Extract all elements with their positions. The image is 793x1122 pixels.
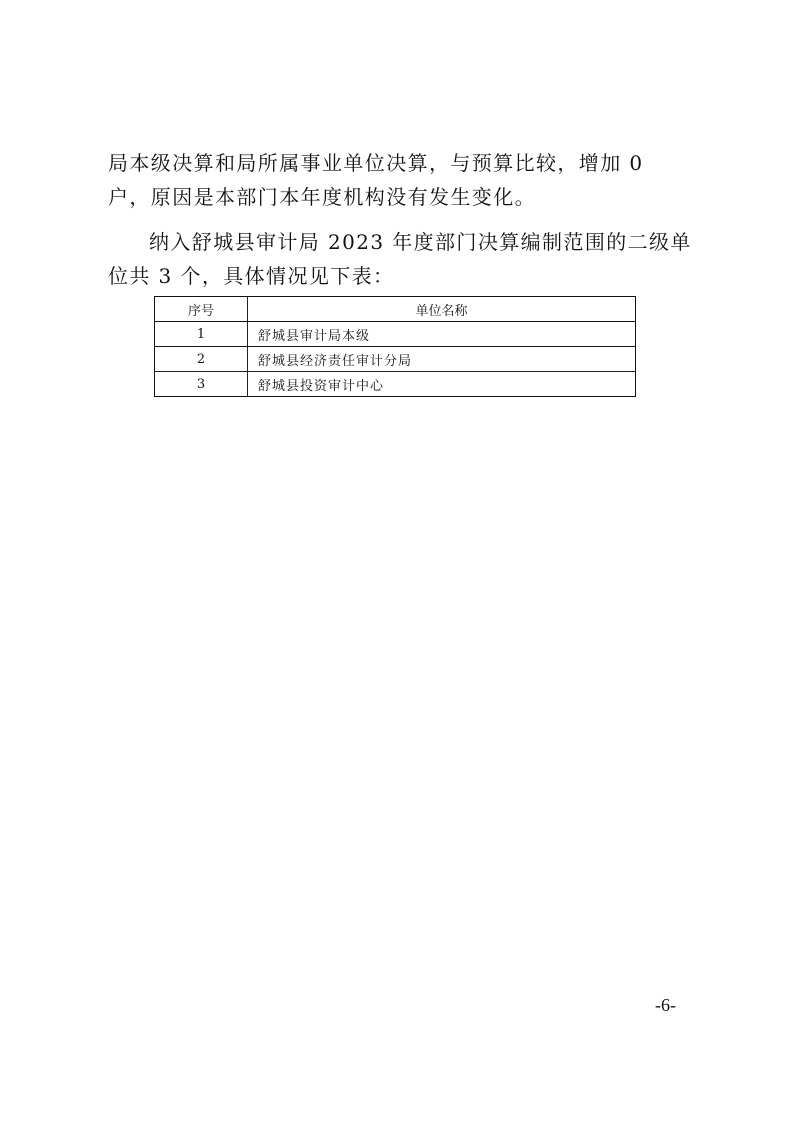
cell-serial: 3: [155, 372, 248, 397]
header-unit-name: 单位名称: [248, 297, 636, 322]
table-header-row: [155, 297, 636, 322]
header-serial: 序号: [155, 297, 248, 322]
cell-unit-name: 舒城县投资审计中心: [248, 372, 636, 397]
paragraph-body-1: 局本级决算和局所属事业单位决算，与预算比较，增加 0 户，原因是本部门本年度机构没有发生变化。: [108, 151, 644, 209]
cell-serial: 1: [155, 322, 248, 347]
cell-serial: 2: [155, 347, 248, 372]
table-row: [155, 322, 636, 347]
cell-unit-name: 舒城县审计局本级: [248, 322, 636, 347]
table-row: [155, 347, 636, 372]
page-number: -6-: [655, 995, 676, 1015]
table-row: [155, 372, 636, 397]
units-table: [154, 296, 636, 397]
paragraph-body-2: 纳入舒城县审计局 2023 年度部门决算编制范围的二级单位共 3 个，具体情况见下表：: [108, 230, 692, 288]
cell-unit-name: 舒城县经济责任审计分局: [248, 347, 636, 372]
